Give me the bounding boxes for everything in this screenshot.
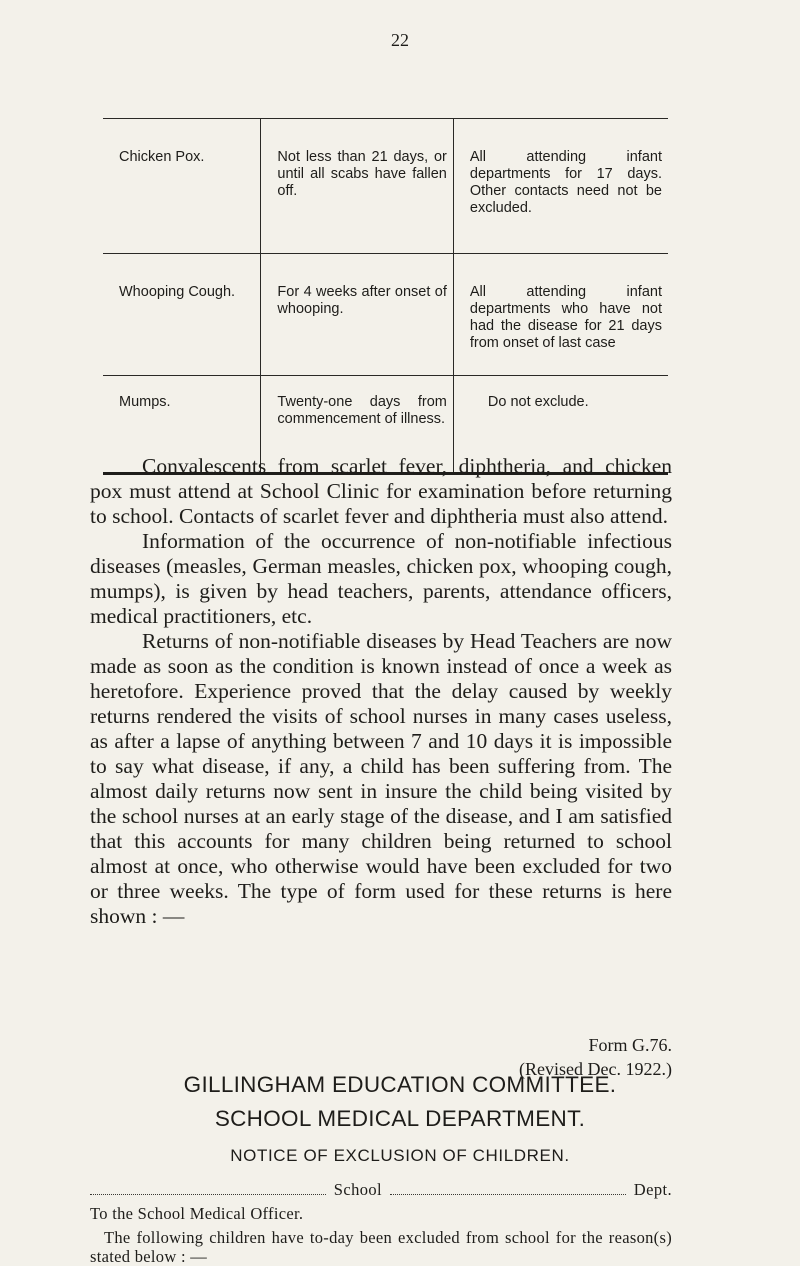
page-number: 22 xyxy=(391,30,409,50)
exclusion-period-cell: For 4 weeks after onset of whooping. xyxy=(261,254,453,376)
paragraph-returns: Returns of non-notifiable diseases by Head Teachers are now made as soon as the condition is known instead of once a week as heretofore. Experience proved that the delay caused by weekly returns rendered the visits of school nurses in many cases useless, as after a lapse of anything between 7 and 10 days it is impossible to say what disease, if any, a child has been suffering from. The almost daily returns now sent in insure the child being visited by the school nurses at an early stage of the disease, and I am satisfied that this accounts for many children being returned to school almost at once, who otherwise would have been excluded for two or three weeks. The type of form used for these returns is here shown : — xyxy=(90,629,672,928)
contacts-cell: All attending infant departments for 17 days. Other contacts need not be excluded. xyxy=(453,119,668,254)
disease-cell: Mumps. xyxy=(103,376,261,474)
disease-cell: Whooping Cough. xyxy=(103,254,261,376)
form-number: Form G.76. xyxy=(588,1035,672,1055)
disease-cell: Chicken Pox. xyxy=(103,119,261,254)
addressee-line: To the School Medical Officer. xyxy=(90,1204,304,1223)
contacts-cell: Do not exclude. xyxy=(453,376,668,474)
body-text xyxy=(90,454,672,929)
exclusion-statement: The following children have to-day been excluded from school for the reason(s) stated below : — xyxy=(90,1228,672,1266)
school-label: School xyxy=(333,1180,383,1199)
table-row xyxy=(103,119,668,254)
school-blank xyxy=(90,1194,326,1195)
school-dept-line xyxy=(90,1180,672,1200)
table-row xyxy=(103,254,668,376)
notice-heading: NOTICE OF EXCLUSION OF CHILDREN. xyxy=(230,1146,570,1165)
paragraph-information: Information of the occurrence of non-notifiable infectious diseases (measles, German measles, chicken pox, whooping cough, mumps), is given by head teachers, parents, attendance officers, medical practitioners, etc. xyxy=(90,529,672,628)
exclusion-table xyxy=(103,118,668,475)
dept-label: Dept. xyxy=(633,1180,672,1199)
exclusion-period-cell: Twenty-one days from commencement of illness. xyxy=(261,376,453,474)
dept-blank xyxy=(390,1194,626,1195)
exclusion-period-cell: Not less than 21 days, or until all scabs have fallen off. xyxy=(261,119,453,254)
form-revised-date: (Revised Dec. 1922.) xyxy=(519,1059,672,1079)
committee-heading: GILLINGHAM EDUCATION COMMITTEE. xyxy=(183,1072,617,1097)
contacts-cell: All attending infant departments who have not had the disease for 21 days from onset of last case xyxy=(453,254,668,376)
paragraph-convalescents: Convalescents from scarlet fever, diphtheria, and chicken pox must attend at School Clinic for examination before returning to school. Contacts of scarlet fever and diphtheria must also attend. xyxy=(90,454,672,528)
department-heading: SCHOOL MEDICAL DEPARTMENT. xyxy=(214,1106,586,1131)
